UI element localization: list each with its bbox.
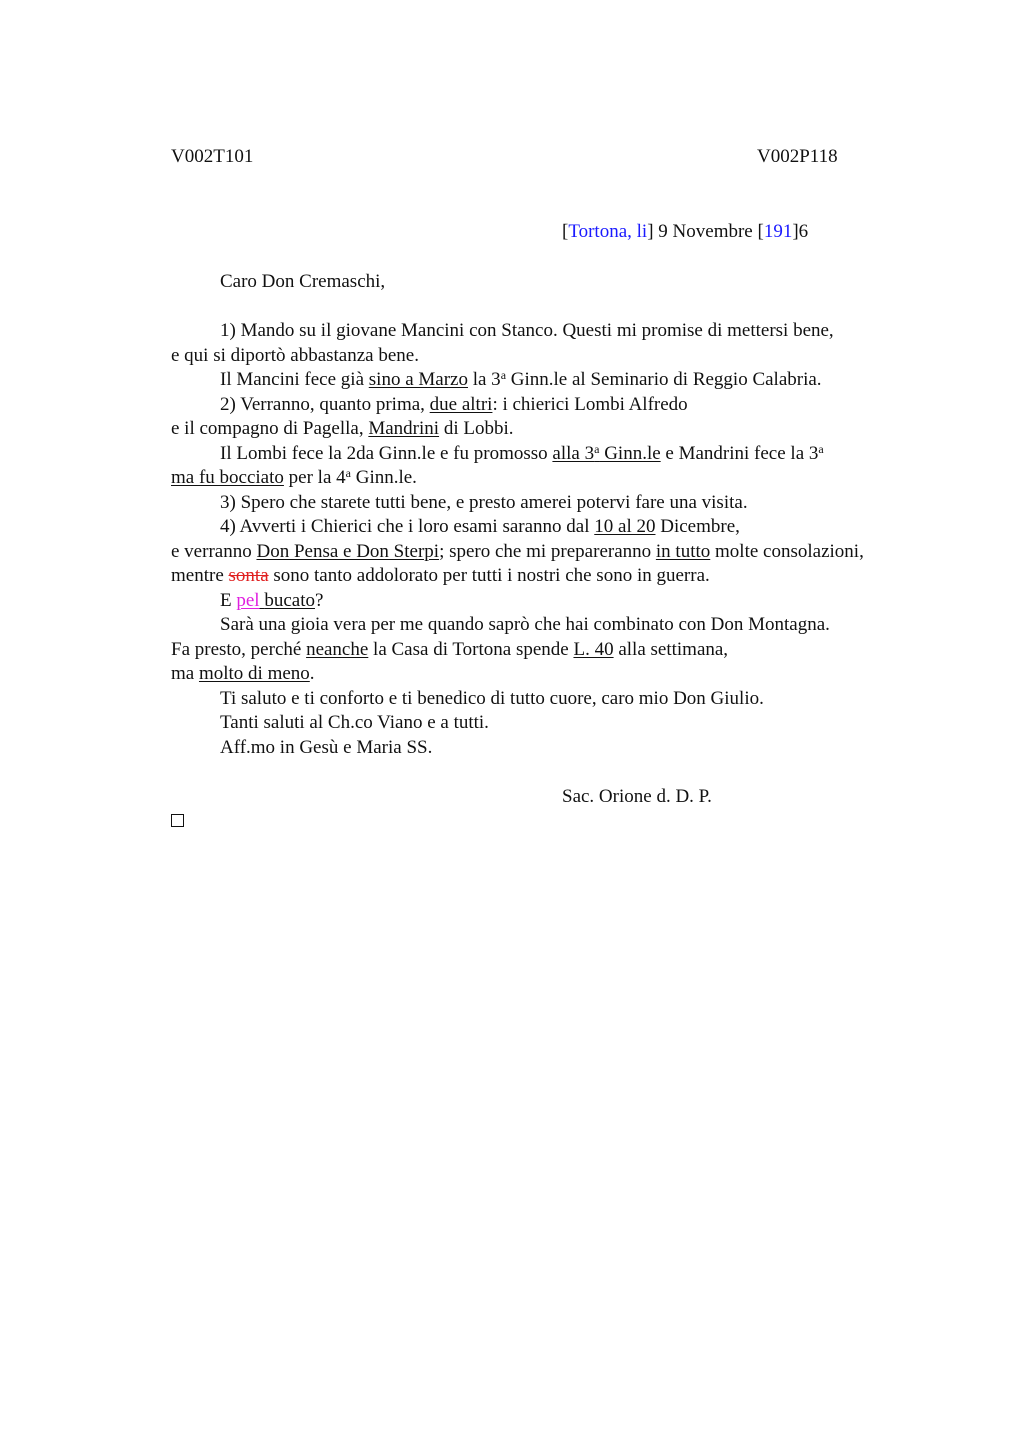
date-year-end: 6 xyxy=(798,221,809,242)
p7-text-b: ? xyxy=(314,589,324,611)
p2-text-c: Ginn.le al Seminario di Reggio Calabria. xyxy=(506,369,822,390)
p3-text-b: : i chierici Lombi Alfredo xyxy=(492,393,688,415)
p8-underlined-2: L. 40 xyxy=(573,638,614,660)
paragraph-2 xyxy=(171,368,901,393)
page-code-right: V002P118 xyxy=(757,146,838,167)
p3-text-d: di Lobbi. xyxy=(439,418,514,439)
p4-underlined-1-text-b: Ginn.le xyxy=(599,442,661,464)
p2-superscript: a xyxy=(500,368,507,382)
p1-line-a: 1) Mando su il giovane Mancini con Stanco. Questi mi promise di mettersi bene, xyxy=(220,320,834,341)
p6-text-d: ; spero che mi prepareranno xyxy=(439,540,656,562)
p4-underlined-2: ma fu bocciato xyxy=(171,467,284,488)
paragraph-6-end xyxy=(171,564,901,589)
paragraph-3 xyxy=(171,393,901,418)
date-bracket-open: [ xyxy=(562,221,569,242)
closing: Aff.mo in Gesù e Maria SS. xyxy=(220,736,433,758)
paragraph-5: 3) Spero che starete tutti bene, e presto amerei potervi fare una visita. xyxy=(220,491,748,513)
p8-text-c: la Casa di Tortona spende xyxy=(368,638,574,660)
paragraph-10: Tanti saluti al Ch.co Viano e a tutti. xyxy=(220,712,489,733)
p6-text-a: 4) Avverti i Chierici che i loro esami saranno dal xyxy=(220,516,595,537)
p7-inserted-word: pel xyxy=(236,589,260,611)
p6-underlined-2: Don Pensa e Don Sterpi xyxy=(256,540,440,562)
date-year-inferred: 191 xyxy=(763,221,793,242)
paragraph-6 xyxy=(171,515,901,540)
date-bracket-close: ] xyxy=(647,221,654,242)
p7-underlined: bucato xyxy=(264,589,315,611)
paragraph-8: Sarà una gioia vera per me quando saprò che hai combinato con Don Montagna. xyxy=(220,614,830,635)
p6-deleted-word: sonta xyxy=(228,565,269,586)
p6-underlined-1: 10 al 20 xyxy=(594,516,656,537)
salutation: Caro Don Cremaschi, xyxy=(220,271,386,292)
p4-text-b: e Mandrini fece la 3 xyxy=(660,442,819,464)
end-square-icon xyxy=(171,814,184,827)
paragraph-8-continued xyxy=(171,638,901,663)
end-of-document xyxy=(171,809,901,834)
p6-text-g: sono tanto addolorato per tutti i nostri che sono in guerra. xyxy=(268,565,710,586)
paragraph-4 xyxy=(171,442,901,467)
p8-text-f: . xyxy=(309,663,315,684)
p8-text-b: Fa presto, perché xyxy=(171,638,307,660)
p6-text-e: molte consolazioni, xyxy=(710,540,864,562)
p4-superscript: a xyxy=(818,441,824,456)
p7-text-a: E xyxy=(220,589,237,611)
paragraph-8-end xyxy=(171,662,901,687)
signature-line xyxy=(171,785,901,810)
p6-text-b: Dicembre, xyxy=(655,516,740,537)
date-place: Tortona, li xyxy=(568,221,648,242)
p4-underlined-1-text: alla 3 xyxy=(552,442,595,464)
p2-text-b: la 3 xyxy=(467,369,501,390)
paragraph-4-continued xyxy=(171,466,901,491)
date-year-bracket-open: [ xyxy=(757,221,764,242)
p8-underlined-1: neanche xyxy=(306,638,369,660)
p6-text-c: e verranno xyxy=(171,540,257,562)
date-year-bracket-close: ] xyxy=(792,221,799,242)
p8-text-d: alla settimana, xyxy=(613,638,729,660)
p8-underlined-3: molto di meno xyxy=(198,663,310,684)
paragraph-1 xyxy=(171,319,901,344)
p6-text-f: mentre xyxy=(171,565,229,586)
p4-superscript-2: a xyxy=(345,466,351,480)
paragraph-9: Ti saluto e ti conforto e ti benedico di tutto cuore, caro mio Don Giulio. xyxy=(220,687,764,709)
p3-text-c: e il compagno di Pagella, xyxy=(171,418,369,439)
letter-body xyxy=(171,270,901,834)
letter-date xyxy=(562,221,808,243)
paragraph-1-continued: e qui si diportò abbastanza bene. xyxy=(171,344,419,366)
paragraph-3-continued xyxy=(171,417,901,442)
p4-text-a: Il Lombi fece la 2da Ginn.le e fu promosso xyxy=(220,442,553,464)
p8-text-e: ma xyxy=(171,663,199,684)
p2-underlined: sino a Marzo xyxy=(368,369,468,390)
paragraph-7 xyxy=(171,589,901,614)
p4-text-d: Ginn.le. xyxy=(350,467,417,488)
p3-text-a: 2) Verranno, quanto prima, xyxy=(220,393,430,415)
signature: Sac. Orione d. D. P. xyxy=(562,785,712,807)
date-day-month: 9 Novembre xyxy=(653,221,758,242)
p4-underlined-1-sup: a xyxy=(594,441,600,456)
p4-text-c: per la 4 xyxy=(283,467,346,488)
p4-underlined-1 xyxy=(552,443,660,464)
p3-underlined-1: due altri xyxy=(429,393,493,415)
p6-underlined-3: in tutto xyxy=(655,540,711,562)
paragraph-6-continued xyxy=(171,540,901,565)
p3-underlined-2: Mandrini xyxy=(368,418,440,439)
p2-text-a: Il Mancini fece già xyxy=(220,369,369,390)
document-code-left: V002T101 xyxy=(171,146,254,167)
